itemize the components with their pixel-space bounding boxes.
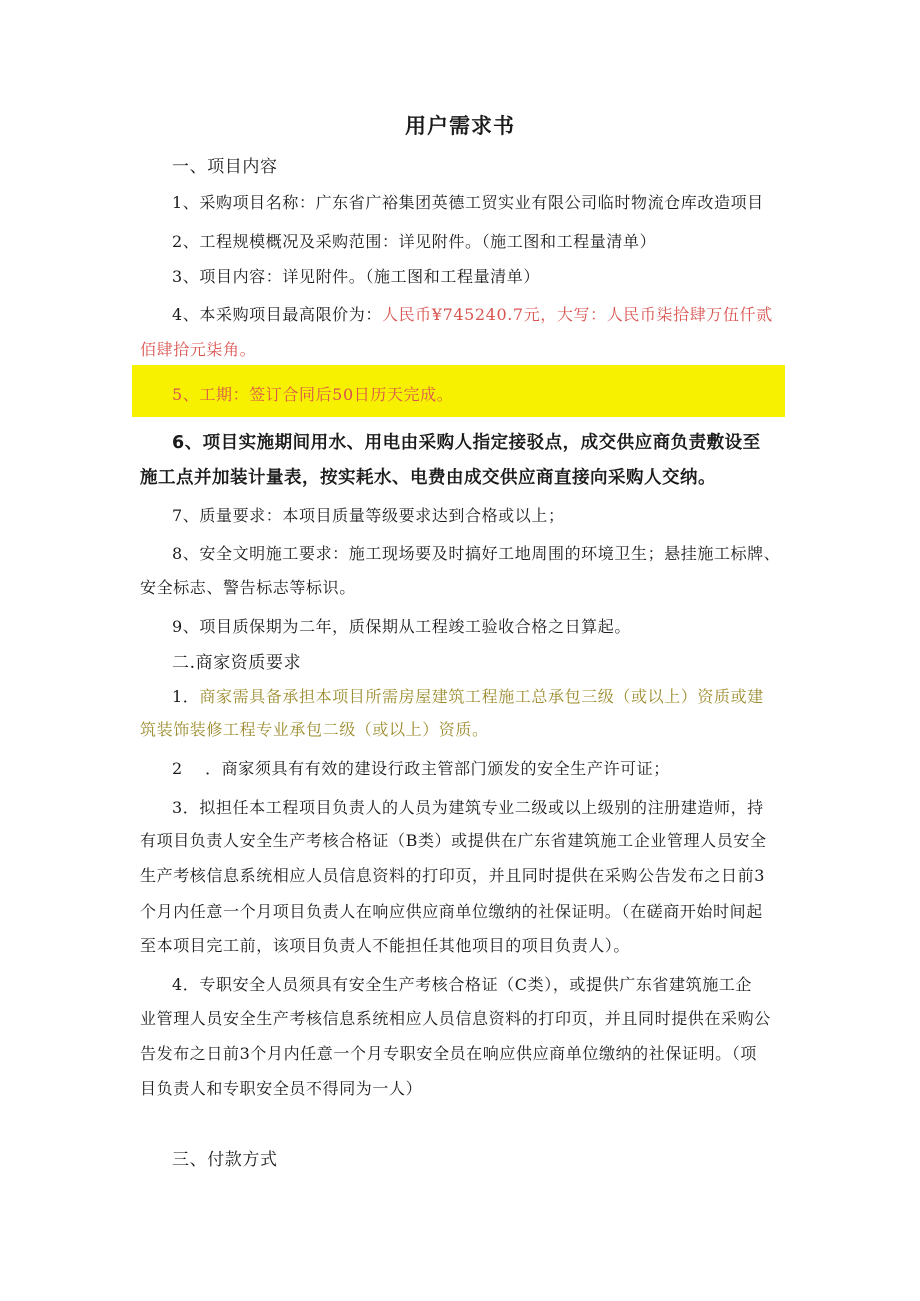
section-1-heading: 一、项目内容	[172, 157, 278, 177]
qualification-3: 3．拟担任本工程项目负责人的人员为建筑专业二级或以上级别的注册建造师，持	[172, 798, 764, 817]
item-3: 3、项目内容：详见附件。（施工图和工程量清单）	[172, 267, 540, 286]
qualification-1-cont: 筑装饰装修工程专业承包二级（或以上）资质。	[140, 720, 489, 739]
qualification-4: 4．专职安全人员须具有安全生产考核合格证（C类），或提供广东省建筑施工企	[172, 975, 753, 994]
qualification-3-line5: 至本项目完工前，该项目负责人不能担任其他项目的项目负责人）。	[140, 936, 631, 955]
section-2-heading: 二.商家资质要求	[172, 653, 302, 673]
item-5: 5、工期：签订合同后50日历天完成。	[172, 385, 454, 404]
page-title: 用户需求书	[405, 114, 515, 138]
section-3-heading: 三、付款方式	[172, 1150, 278, 1170]
item-6-text: 、项目实施期间用水、用电由采购人指定接驳点，成交供应商负责敷设至	[184, 433, 761, 453]
qualification-4-line4: 目负责人和专职安全员不得同为一人）	[140, 1079, 423, 1098]
item-4-price-cont: 佰肆拾元柒角。	[140, 340, 257, 359]
item-6-number: 6	[172, 433, 185, 453]
qualification-1-text: 商家需具备承担本项目所需房屋建筑工程施工总承包三级（或以上）资质或建	[199, 687, 764, 706]
item-6-cont: 施工点并加装计量表，按实耗水、电费由成交供应商直接向采购人交纳。	[140, 468, 716, 488]
qualification-4-line2: 业管理人员安全生产考核信息系统相应人员信息资料的打印页，并且同时提供在采购公	[140, 1009, 771, 1028]
item-4-price: 人民币¥745240.7元，大写：人民币柒拾肆万伍仟贰	[381, 305, 773, 324]
qualification-1	[172, 684, 790, 710]
item-4-prefix: 4、本采购项目最高限价为：	[172, 305, 382, 324]
qualification-2: 2 ．商家须具有有效的建设行政主管部门颁发的安全生产许可证；	[172, 759, 670, 778]
qualification-3-line4: 个月内任意一个月项目负责人在响应供应商单位缴纳的社保证明。（在磋商开始时间起	[140, 902, 763, 921]
item-8: 8、安全文明施工要求：施工现场要及时搞好工地周围的环境卫生；悬挂施工标牌、	[172, 544, 781, 563]
qualification-3-line3: 生产考核信息系统相应人员信息资料的打印页，并且同时提供在采购公告发布之日前3	[140, 866, 765, 885]
qualification-3-line2: 有项目负责人安全生产考核合格证（B类）或提供在广东省建筑施工企业管理人员安全	[140, 831, 767, 850]
item-6	[172, 430, 790, 456]
item-8-cont: 安全标志、警告标志等标识。	[140, 578, 356, 597]
qualification-1-number: 1．	[172, 687, 200, 706]
item-1: 1、采购项目名称：广东省广裕集团英德工贸实业有限公司临时物流仓库改造项目	[172, 193, 764, 212]
item-9: 9、项目质保期为二年，质保期从工程竣工验收合格之日算起。	[172, 617, 631, 636]
item-7: 7、质量要求：本项目质量等级要求达到合格或以上；	[172, 506, 565, 525]
qualification-4-line3: 告发布之日前3个月内任意一个月专职安全员在响应供应商单位缴纳的社保证明。（项	[140, 1044, 757, 1063]
item-2: 2、工程规模概况及采购范围：详见附件。（施工图和工程量清单）	[172, 232, 657, 251]
item-4	[172, 302, 790, 328]
